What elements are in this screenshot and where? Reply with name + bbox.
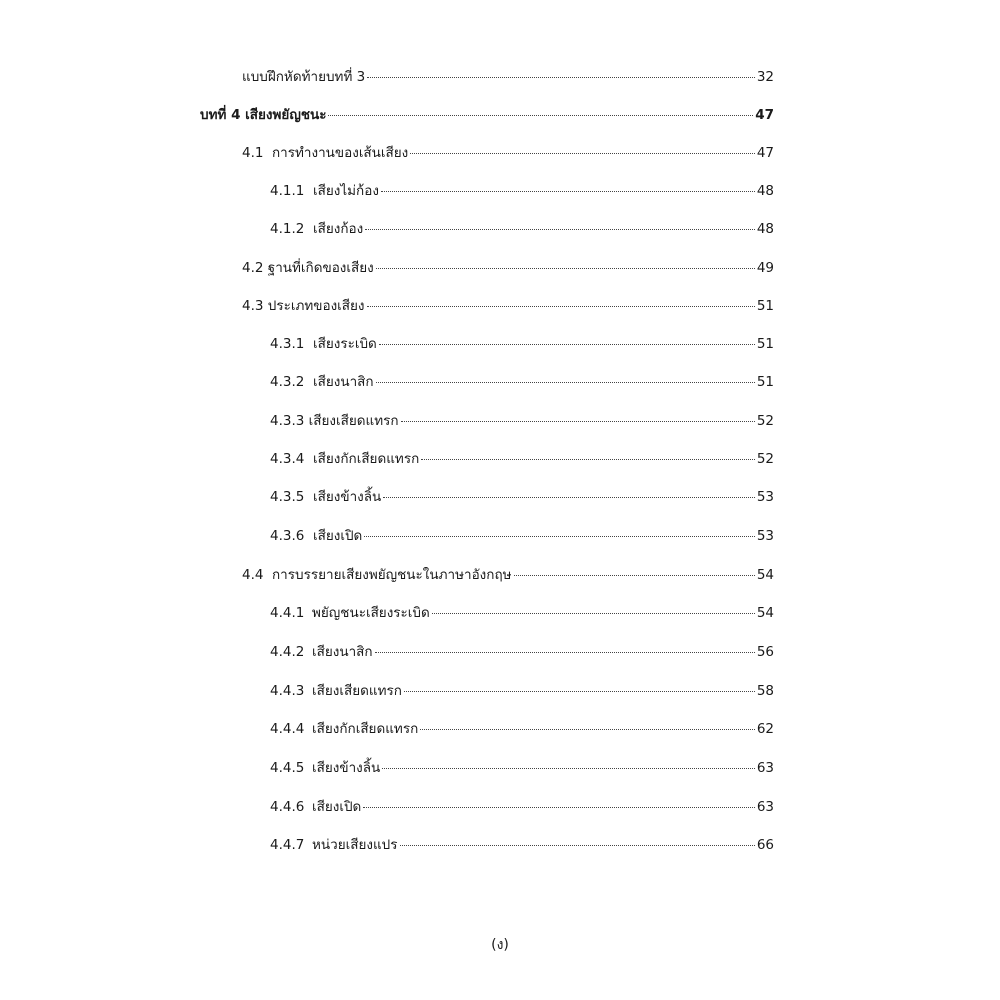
dot-leader (367, 77, 755, 78)
toc-entry-4-3-2 (270, 371, 774, 393)
toc-entry-number: 4.3.2 (270, 374, 305, 390)
toc-entry-4-3-6 (270, 525, 774, 547)
toc-entry-page: 62 (756, 721, 774, 737)
toc-entry-number: 4.4.2 (270, 644, 305, 660)
toc-entry-number: 4.1 (242, 145, 264, 161)
toc-entry-label: 4.2 ฐานที่เกิดของเสียง (242, 260, 374, 276)
dot-leader (400, 845, 755, 846)
toc-entry-4-1 (242, 142, 774, 164)
toc-entry-label: เสียงก้อง (313, 221, 364, 237)
dot-leader (364, 536, 755, 537)
toc-entry-4-4-2 (270, 641, 774, 663)
toc-entry-page: 52 (756, 413, 774, 429)
dot-leader (514, 575, 755, 576)
toc-entry-label: เสียงไม่ก้อง (313, 183, 379, 199)
toc-entry-exercise-3 (242, 66, 774, 88)
toc-entry-4-3-3 (270, 410, 774, 432)
toc-entry-label: 4.3 ประเภทของเสียง (242, 298, 365, 314)
toc-entry-page: 54 (756, 567, 774, 583)
toc-entry-page: 47 (756, 145, 774, 161)
toc-entry-number: 4.3.6 (270, 528, 305, 544)
toc-entry-page: 52 (756, 451, 774, 467)
dot-leader (382, 768, 755, 769)
page-number-footer: (ง) (491, 937, 509, 953)
toc-entry-label: บทที่ 4 เสียงพยัญชนะ (200, 107, 327, 123)
toc-entry-label: เสียงเปิด (313, 528, 363, 544)
toc-entry-label: แบบฝึกหัดท้ายบทที่ 3 (242, 69, 366, 85)
toc-entry-label: การบรรยายเสียงพยัญชนะในภาษาอังกฤษ (272, 567, 512, 583)
toc-entry-page: 54 (756, 605, 774, 621)
toc-entry-4-3-5 (270, 486, 774, 508)
toc-entry-number: 4.4.5 (270, 760, 305, 776)
toc-entry-4-4-5 (270, 757, 774, 779)
dot-leader (404, 691, 755, 692)
toc-entry-number: 4.3.5 (270, 489, 305, 505)
dot-leader (328, 115, 753, 116)
toc-entry-number: 4.4.1 (270, 605, 305, 621)
toc-entry-label: เสียงข้างลิ้น (312, 760, 381, 776)
dot-leader (367, 306, 755, 307)
toc-entry-4-4-7 (270, 834, 774, 856)
toc-entry-page: 56 (756, 644, 774, 660)
toc-entry-4-4-3 (270, 680, 774, 702)
toc-entry-4-1-2 (270, 218, 774, 240)
toc-entry-number: 4.3.1 (270, 336, 305, 352)
dot-leader (401, 421, 755, 422)
toc-entry-4-4-1 (270, 602, 774, 624)
toc-entry-page: 47 (755, 107, 774, 123)
toc-entry-label: พยัญชนะเสียงระเบิด (312, 605, 430, 621)
toc-entry-label: เสียงกักเสียดแทรก (312, 721, 419, 737)
dot-leader (381, 191, 755, 192)
dot-leader (363, 807, 755, 808)
dot-leader (420, 729, 755, 730)
toc-entry-4-3-4 (270, 448, 774, 470)
dot-leader (379, 344, 755, 345)
toc-entry-4-3-1 (270, 333, 774, 355)
toc-entry-label: เสียงเสียดแทรก (312, 683, 402, 699)
dot-leader (375, 652, 755, 653)
toc-entry-4-4-4 (270, 718, 774, 740)
toc-entry-number: 4.4.6 (270, 799, 305, 815)
dot-leader (376, 382, 755, 383)
toc-entry-4-3 (242, 295, 774, 317)
toc-entry-number: 4.4 (242, 567, 264, 583)
toc-entry-number: 4.4.4 (270, 721, 305, 737)
toc-entry-label: เสียงกักเสียดแทรก (313, 451, 420, 467)
toc-entry-label: หน่วยเสียงแปร (312, 837, 398, 853)
toc-entry-page: 51 (756, 298, 774, 314)
toc-entry-page: 63 (756, 760, 774, 776)
toc-entry-page: 48 (756, 183, 774, 199)
toc-entry-page: 63 (756, 799, 774, 815)
dot-leader (410, 153, 755, 154)
toc-entry-label: เสียงเปิด (312, 799, 362, 815)
toc-entry-label: เสียงนาสิก (312, 644, 373, 660)
toc-entry-4-4 (242, 564, 774, 586)
toc-entry-4-1-1 (270, 180, 774, 202)
toc-entry-page: 48 (756, 221, 774, 237)
toc-entry-number: 4.4.7 (270, 837, 305, 853)
toc-entry-number: 4.3.4 (270, 451, 305, 467)
toc-entry-number: 4.1.2 (270, 221, 305, 237)
toc-entry-label: เสียงระเบิด (313, 336, 377, 352)
toc-entry-page: 66 (756, 837, 774, 853)
toc-entry-label: เสียงนาสิก (313, 374, 374, 390)
dot-leader (376, 268, 755, 269)
toc-entry-label: การทำงานของเส้นเสียง (272, 145, 409, 161)
dot-leader (421, 459, 755, 460)
toc-entry-page: 51 (756, 336, 774, 352)
toc-entry-number: 4.4.3 (270, 683, 305, 699)
toc-entry-4-2 (242, 257, 774, 279)
toc-entry-page: 49 (756, 260, 774, 276)
dot-leader (365, 229, 755, 230)
toc-entry-4-4-6 (270, 796, 774, 818)
toc-entry-label: เสียงข้างลิ้น (313, 489, 382, 505)
toc-entry-page: 53 (756, 528, 774, 544)
toc-entry-page: 53 (756, 489, 774, 505)
toc-entry-page: 32 (756, 69, 774, 85)
toc-entry-label: 4.3.3 เสียงเสียดแทรก (270, 413, 399, 429)
toc-entry-number: 4.1.1 (270, 183, 305, 199)
toc-entry-chapter-4 (200, 104, 774, 126)
dot-leader (383, 497, 755, 498)
toc-entry-page: 58 (756, 683, 774, 699)
toc-entry-page: 51 (756, 374, 774, 390)
dot-leader (432, 613, 755, 614)
